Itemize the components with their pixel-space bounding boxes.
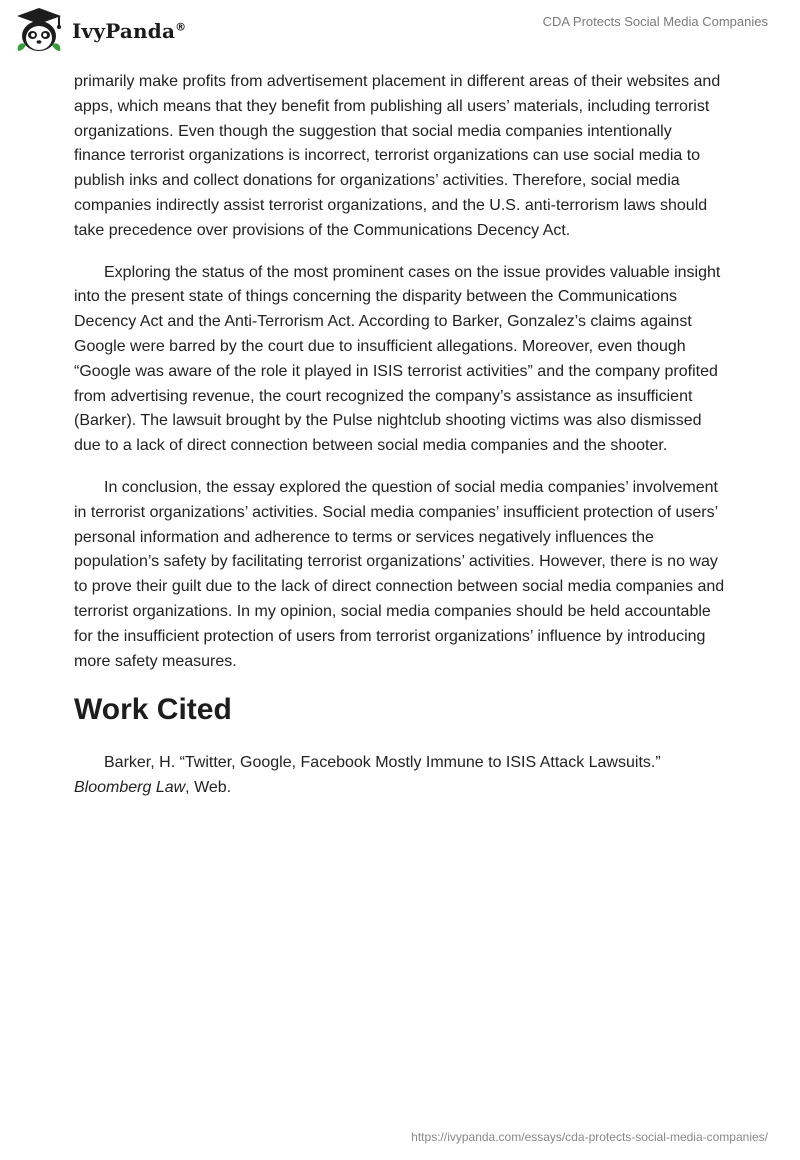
- page-header: [0, 0, 800, 60]
- ivypanda-logo[interactable]: [14, 7, 186, 55]
- essay-body: [74, 70, 726, 818]
- citation-entry: [74, 751, 726, 801]
- citation-suffix: , Web.: [185, 779, 232, 797]
- source-url[interactable]: https://ivypanda.com/essays/cda-protects-social-media-companies/: [411, 1130, 768, 1144]
- registered-mark: ®: [175, 20, 187, 34]
- document-title: CDA Protects Social Media Companies: [542, 14, 768, 29]
- paragraph-continued: primarily make profits from advertisement placement in different areas of their websites and apps, which means that they benefit from publishing all users’ materials, including terrorist organizations. Even though the suggestion that social media companies intentionally finance terrorist organizations is incorrect, terrorist organizations can use social media to publish inks and collect donations for organizations’ activities. Therefore, social media companies indirectly assist terrorist organizations, and the U.S. anti-terrorism laws should take precedence over provisions of the Communications Decency Act.: [74, 73, 721, 239]
- brand-name-text: IvyPanda: [72, 19, 176, 43]
- works-cited-heading: Work Cited: [74, 693, 232, 727]
- paragraph-cases: Exploring the status of the most prominent cases on the issue provides valuable insight into the present state of things concerning the disparity between the Communications Decency Act and the Anti-Terrorism Act. According to Barker, Gonzalez’s claims against Google were barred by the court due to insufficient allegations. Moreover, even though “Google was aware of the role it played in ISIS terrorist activities” and the company profited from advertising revenue, the court recognized the company’s assistance as insufficient (Barker). The lawsuit brought by the Pulse nightclub shooting victims was also dismissed due to a lack of direct connection between social media companies and the shooter.: [74, 263, 721, 455]
- citation-text: Barker, H. “Twitter, Google, Facebook Mostly Immune to ISIS Attack Lawsuits.”: [104, 754, 661, 772]
- citation-source: Bloomberg Law: [74, 779, 186, 797]
- panda-graduation-icon: [14, 7, 64, 55]
- paragraph-conclusion: In conclusion, the essay explored the question of social media companies’ involvement in terrorist organizations’ activities. Social media companies’ insufficient protection of users’ personal information and adherence to terms or services negatively influences the population’s safety by facilitating terrorist organizations’ activities. However, there is no way to prove their guilt due to the lack of direct connection between social media companies and terrorist organizations. In my opinion, social media companies should be held accountable for the insufficient protection of users from terrorist organizations’ influence by introducing more safety measures.: [74, 478, 725, 670]
- brand-name: [72, 19, 186, 43]
